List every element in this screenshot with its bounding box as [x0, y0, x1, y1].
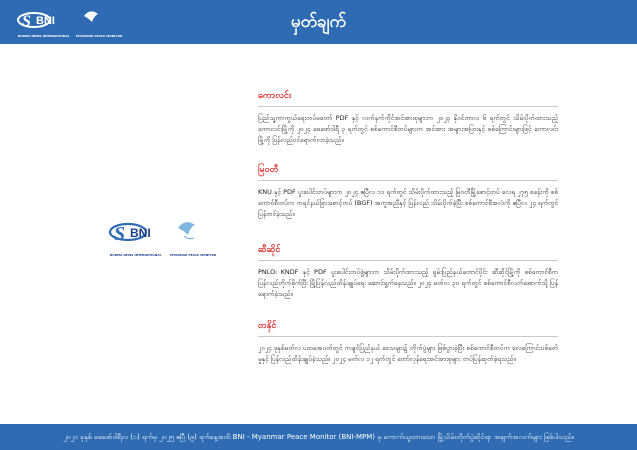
section-myawaddy: [258, 164, 558, 220]
divider: [258, 106, 558, 107]
section-hsihseng: [258, 244, 558, 300]
section-title: ကောလင်း: [258, 91, 292, 101]
section-body: ပြည်သူ့ကာကွယ်ရေးတပ်မတော် PDF နှင့် လက်နက်ကိုင်အင်အားစုများက ၂၀၂၃ နိုဝင်ဘာလ ၆ ရက်တွင် သိမ်းပိုက်ထားသည့် ကောလင်းမြို့ကို ၂၀၂၄ ဖေဖော်ဝါရီ ၃ ရက်တွင် စစ်ကောင်စီတပ်များက အင်အား အများအပြားနှင့် စစ်ကြောင်းများဖြင့် ကောလင်းမြို့ကို ပြန်လည်ဝင်ရောက်လာခဲ့သည်။: [258, 114, 558, 144]
section-kawlin: [258, 90, 558, 146]
section-title: မြဝတီ: [258, 165, 279, 175]
divider: [258, 336, 558, 337]
svg-text:BURMA NEWS INTERNATIONAL: BURMA NEWS INTERNATIONAL: [110, 253, 162, 257]
section-body: ၂၀၂၄ ခုနှစ်မတ်လ ပထမအပတ်တွင် ကချင်ပြည်နယ် ဒေသများ၌ တိုက်ပွဲများ ဖြစ်ပွားခဲ့ပြီး စစ်ကောင်စီတပ်က လေကြောင်းပစ်ခတ်မှုနှင့် ပြန်လည်ထိန်းချုပ်ခဲ့သည်။ ၂၀၂၄ မတ်လ ၁၂ ရက်တွင် တော်လှန်ရေးအင်အားစုများ တပ်ပြန်ဆုတ်ခဲ့ရသည်။: [258, 344, 558, 363]
divider: [258, 180, 558, 181]
page-title: မှတ်ချက်: [290, 12, 347, 32]
section-title: တနိုင်: [258, 321, 277, 331]
section-body: KNU နှင့် PDF ပူးပေါင်းတပ်များက ၂၀၂၄ ဧပြီလ ၁၁ ရက်တွင် သိမ်းပိုက်ထားသည့် မြဝတီမြို့စောင့်တပ် လေရ ၂၇၅ စခန်းကို စစ်ကောင်စီတပ်က ကရင်နယ်ခြားစောင့်တပ် (BGF) အကူအညီနှင့် ပြန်လည် သိမ်းပိုက်ခဲ့ပြီး စစ်ကောင်စီအလံကို ဧပြီလ ၂၄ ရက်တွင် ပြန်တင်ခဲ့သည်။: [258, 188, 558, 218]
svg-text:BNI: BNI: [36, 15, 55, 27]
svg-text:BNI: BNI: [130, 226, 151, 240]
svg-text:MYANMAR PEACE MONITOR: MYANMAR PEACE MONITOR: [170, 253, 217, 257]
header-bar: [0, 0, 637, 44]
section-body: PNLO၊ KNDF နှင့် PDF ပူးပေါင်းတပ်ဖွဲ့များက သိမ်းပိုက်ထားသည့် ရှမ်းပြည်နယ်တောင်ပိုင်း ဆီဆိုင်မြို့ကို စစ်ကောင်စီက ပြန်လည်တိုက်ခိုက်ပြီး မြို့ပြန်လည်ထိန်းချုပ်ရေး ဆောင်ရွက်နေသည်။ ၂၀၂၄ မတ်လ ၃၀ ရက်တွင် စစ်ကောင်စီလက်အောက်သို့ ပြန်ရောက်ခဲ့သည်။: [258, 268, 558, 298]
logo-s-mark: S: [22, 13, 31, 30]
divider: [258, 260, 558, 261]
footer-bar: [0, 424, 637, 450]
section-title: ဆီဆိုင်: [258, 245, 281, 255]
svg-text:MYANMAR PEACE MONITOR: MYANMAR PEACE MONITOR: [76, 34, 123, 38]
footer-note: ၂၀၂၁ ခုနှစ် ဖေဖော်ဝါရီလ (၁) ရက်မှ ၂၀၂၅ ဧပြီ (၉) ရက်နေ့အထိ BNI - Myanmar Peace Monitor (BNI-MPM) မှ ကောက်ယူထားသော မြို့သိမ်းတိုက်ပွဲဆိုင်ရာ အချက်အလက်များ ဖြစ်ပါသည်။: [63, 433, 574, 441]
bni-mpm-center-logo: [106, 210, 226, 262]
logo-s-mark: S: [114, 223, 126, 245]
dove-icon: [178, 222, 195, 235]
section-tanai: [258, 320, 558, 365]
svg-text:BURMA NEWS INTERNATIONAL: BURMA NEWS INTERNATIONAL: [18, 34, 70, 38]
